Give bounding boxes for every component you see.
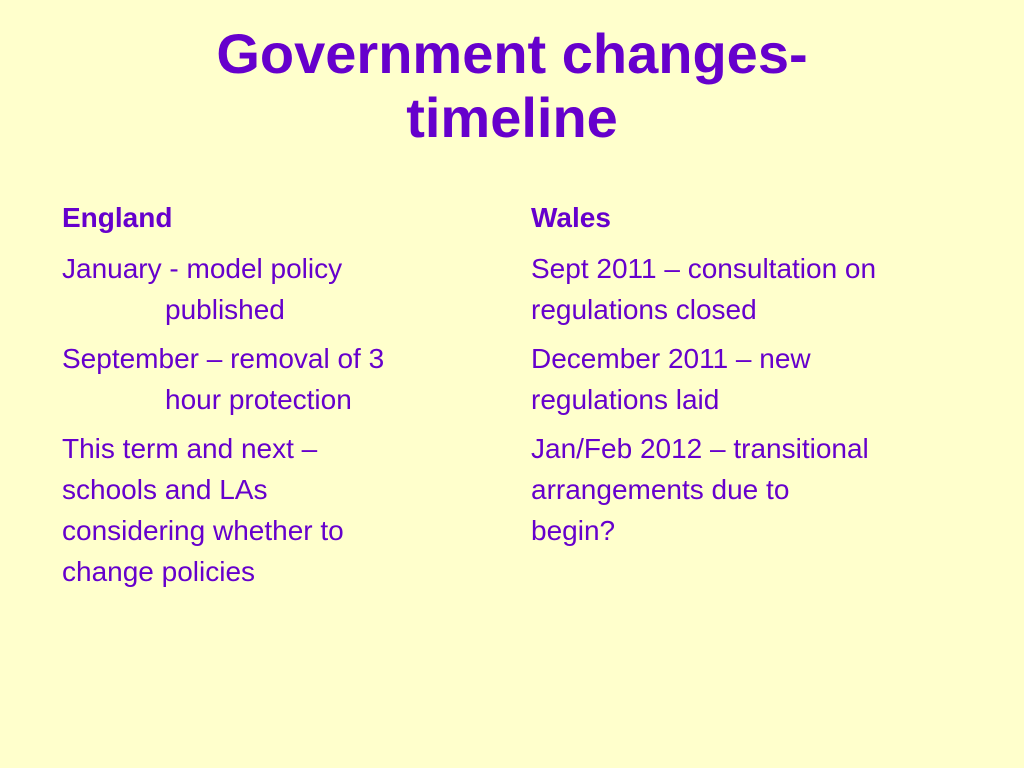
slide-title-line: timeline bbox=[406, 86, 618, 149]
list-item-line: January - model policy bbox=[62, 253, 343, 284]
list-item-line: hour protection bbox=[165, 384, 352, 415]
list-item-line: change policies bbox=[62, 556, 256, 587]
list-item-line: schools and LAs bbox=[62, 474, 268, 505]
list-item bbox=[62, 428, 482, 592]
list-item bbox=[531, 248, 951, 330]
slide-title bbox=[0, 22, 1024, 150]
list-item-line: This term and next – bbox=[62, 433, 318, 464]
list-item-line: Jan/Feb 2012 – transitional bbox=[531, 433, 869, 464]
wales-column bbox=[531, 198, 951, 559]
list-item-line: begin? bbox=[531, 515, 616, 546]
list-item bbox=[531, 428, 951, 551]
list-item bbox=[62, 338, 482, 420]
list-item-line: regulations laid bbox=[531, 384, 720, 415]
england-list bbox=[62, 248, 482, 592]
list-item-line: regulations closed bbox=[531, 294, 757, 325]
slide-title-line: Government changes- bbox=[216, 22, 808, 85]
list-item-line: arrangements due to bbox=[531, 474, 790, 505]
wales-heading: Wales bbox=[531, 202, 611, 233]
list-item-line: December 2011 – new bbox=[531, 343, 811, 374]
list-item-line: Sept 2011 – consultation on bbox=[531, 253, 877, 284]
wales-list bbox=[531, 248, 951, 551]
england-column bbox=[62, 198, 482, 600]
list-item-line: published bbox=[165, 294, 285, 325]
list-item-line: September – removal of 3 bbox=[62, 343, 385, 374]
list-item bbox=[531, 338, 951, 420]
list-item bbox=[62, 248, 482, 330]
list-item-line: considering whether to bbox=[62, 515, 344, 546]
england-heading: England bbox=[62, 202, 173, 233]
